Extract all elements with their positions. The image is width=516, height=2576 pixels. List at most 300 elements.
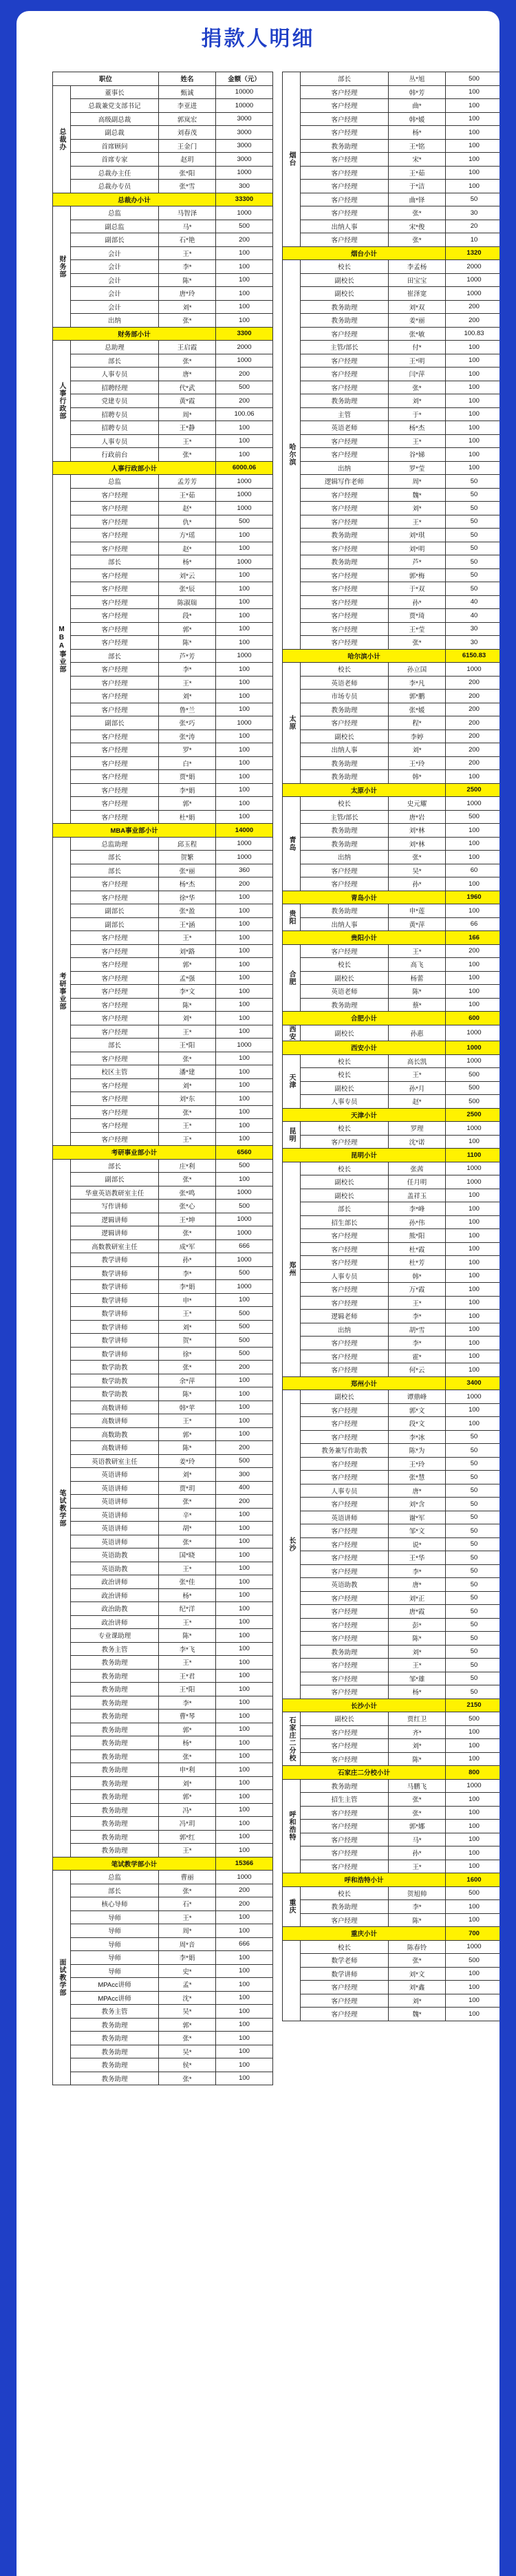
position-cell: 客户经理 [71, 609, 159, 623]
position-cell: 客户经理 [71, 636, 159, 650]
table-row [283, 904, 500, 918]
position-cell: 教务助理 [71, 1683, 159, 1696]
amount-cell: 100 [216, 434, 273, 448]
position-cell: 英语讲师 [71, 1495, 159, 1509]
name-cell: 张*佳 [159, 1575, 216, 1589]
amount-cell: 100 [446, 448, 500, 462]
table-row [53, 944, 273, 958]
amount-cell: 100 [216, 730, 273, 743]
table-row [283, 1337, 500, 1350]
table-row [283, 1725, 500, 1739]
amount-cell: 100 [216, 1562, 273, 1575]
position-cell: 首席专家 [71, 153, 159, 167]
name-cell: 甄诚 [159, 85, 216, 99]
name-cell: 高飞 [389, 958, 446, 972]
position-cell: 客户经理 [71, 542, 159, 555]
amount-cell: 100 [446, 1229, 500, 1243]
amount-cell: 100 [216, 595, 273, 609]
table-row [53, 1763, 273, 1777]
amount-cell: 1000 [216, 475, 273, 489]
table-row [283, 314, 500, 328]
name-cell: 王启霞 [159, 341, 216, 354]
subtotal-amount: 33300 [216, 193, 273, 206]
table-row [53, 2018, 273, 2032]
table-row [53, 917, 273, 931]
name-cell: 张* [159, 354, 216, 368]
amount-cell: 100 [216, 1669, 273, 1683]
amount-cell: 50 [446, 1632, 500, 1646]
name-cell: 张* [159, 1226, 216, 1240]
name-cell: 杨* [159, 1588, 216, 1602]
table-row [53, 1065, 273, 1079]
position-cell: 客户经理 [71, 568, 159, 582]
amount-cell: 1000 [446, 1175, 500, 1189]
name-cell: 张茜 [389, 1162, 446, 1175]
position-cell: 副校长 [301, 730, 389, 743]
amount-cell: 50 [446, 1645, 500, 1659]
name-cell: 张*涛 [159, 730, 216, 743]
table-row [283, 300, 500, 314]
subtotal-label: 财务部小计 [53, 327, 216, 341]
amount-cell: 100 [216, 1575, 273, 1589]
position-cell: 校长 [301, 663, 389, 677]
table-row [283, 958, 500, 972]
position-cell: 副校长 [301, 273, 389, 287]
amount-cell: 100 [446, 998, 500, 1012]
table-row [283, 1645, 500, 1659]
amount-cell: 100 [446, 421, 500, 435]
table-row [53, 904, 273, 918]
position-cell: 教务助理 [301, 1900, 389, 1914]
table-row [283, 595, 500, 609]
name-cell: 潘*建 [159, 1065, 216, 1079]
name-cell: 周* [389, 475, 446, 489]
position-cell: 教务助理 [301, 998, 389, 1012]
amount-cell: 200 [216, 233, 273, 247]
table-row [283, 622, 500, 636]
name-cell: 宋*俊 [389, 220, 446, 233]
amount-cell: 50 [446, 1537, 500, 1551]
table-row [53, 1280, 273, 1294]
table-row [53, 1468, 273, 1482]
table-row [53, 971, 273, 985]
position-cell: 客户经理 [301, 193, 389, 206]
name-cell: 张* [389, 1793, 446, 1807]
name-cell: 丛*旭 [389, 72, 446, 86]
table-row [53, 1683, 273, 1696]
subtotal-label: 笔试教学部小计 [53, 1857, 216, 1871]
name-cell: 段*文 [389, 1417, 446, 1431]
amount-cell: 1000 [446, 1390, 500, 1404]
position-cell: 客户经理 [71, 797, 159, 811]
table-row [53, 1012, 273, 1025]
table-row [283, 1672, 500, 1685]
amount-cell: 100 [446, 985, 500, 999]
name-cell: 贾红卫 [389, 1712, 446, 1726]
table-row [53, 1239, 273, 1253]
dept-label: 财务部 [53, 206, 71, 328]
name-cell: 韩*芳 [389, 85, 446, 99]
position-cell: 客户经理 [301, 99, 389, 113]
table-row [283, 568, 500, 582]
position-cell: 人事专员 [301, 1484, 389, 1498]
position-cell: 客户经理 [71, 488, 159, 502]
position-cell: 英语讲师 [301, 1511, 389, 1524]
position-cell: 校长 [301, 1886, 389, 1900]
name-cell: 王*明 [389, 354, 446, 368]
amount-cell: 200 [446, 300, 500, 314]
position-cell: 副校长 [301, 1189, 389, 1202]
name-cell: 王*静 [159, 421, 216, 435]
table-row [53, 756, 273, 770]
amount-cell: 100 [216, 998, 273, 1012]
table-row [53, 515, 273, 529]
name-cell: 张* [159, 314, 216, 328]
name-cell: 韩* [389, 1269, 446, 1283]
table-row [283, 260, 500, 274]
table-row [283, 1498, 500, 1511]
subtotal-amount: 600 [446, 1012, 500, 1025]
amount-cell: 50 [446, 502, 500, 515]
position-cell: 客户经理 [301, 85, 389, 99]
table-row [53, 891, 273, 904]
table-row [53, 354, 273, 368]
table-row [53, 1897, 273, 1911]
position-cell: 副部长 [71, 716, 159, 730]
subtotal-amount: 2150 [446, 1699, 500, 1712]
table-row [283, 327, 500, 341]
name-cell: 刘* [159, 1320, 216, 1334]
amount-cell: 100 [216, 246, 273, 260]
amount-cell: 100 [216, 1092, 273, 1106]
subtotal-row [53, 461, 273, 475]
amount-cell: 100 [446, 1202, 500, 1216]
amount-cell: 100 [216, 1522, 273, 1535]
name-cell: 刘*东 [159, 1092, 216, 1106]
table-row [283, 112, 500, 126]
subtotal-amount: 800 [446, 1766, 500, 1780]
amount-cell: 100 [446, 1846, 500, 1860]
dept-label: 长沙 [283, 1390, 301, 1699]
table-row [53, 1844, 273, 1858]
table-row [53, 1710, 273, 1723]
table-row [283, 475, 500, 489]
table-header-row [53, 72, 273, 86]
position-cell: 导师 [71, 1951, 159, 1965]
name-cell: 庄*利 [159, 1159, 216, 1173]
amount-cell: 100 [216, 609, 273, 623]
amount-cell: 3000 [216, 112, 273, 126]
amount-cell: 100 [446, 1900, 500, 1914]
dept-label: 太原 [283, 663, 301, 784]
table-row [53, 1293, 273, 1307]
table-row [53, 1253, 273, 1267]
name-cell: 曹*琴 [159, 1710, 216, 1723]
table-row [53, 810, 273, 824]
position-cell: 英语讲师 [71, 1481, 159, 1495]
name-cell: 王*华 [389, 1551, 446, 1565]
name-cell: 张* [389, 1806, 446, 1820]
name-cell: 周* [159, 1924, 216, 1938]
position-cell: 教务助理 [71, 1749, 159, 1763]
table-row [53, 877, 273, 891]
amount-cell: 60 [446, 864, 500, 877]
amount-cell: 200 [446, 716, 500, 730]
name-cell: 张* [159, 2032, 216, 2045]
position-cell: 教务助理 [71, 1710, 159, 1723]
amount-cell: 1000 [216, 1253, 273, 1267]
table-row [53, 2045, 273, 2058]
position-cell: 客户经理 [71, 756, 159, 770]
table-row [53, 1522, 273, 1535]
amount-cell: 200 [216, 1441, 273, 1455]
name-cell: 陈*为 [389, 1444, 446, 1458]
subtotal-amount: 1960 [446, 891, 500, 904]
amount-cell: 100 [446, 381, 500, 394]
name-cell: 陈* [159, 1441, 216, 1455]
table-row [53, 153, 273, 167]
subtotal-row [283, 1927, 500, 1941]
amount-cell: 100 [216, 1535, 273, 1548]
name-cell: 刘* [389, 502, 446, 515]
position-cell: MPAcc讲师 [71, 1991, 159, 2005]
amount-cell: 100 [216, 2005, 273, 2019]
position-cell: 教务主管 [71, 2005, 159, 2019]
position-cell: 人事专员 [71, 368, 159, 381]
amount-cell: 100 [446, 877, 500, 891]
position-cell: 数学讲师 [71, 1280, 159, 1294]
amount-cell: 100 [216, 703, 273, 716]
amount-cell: 100 [216, 273, 273, 287]
table-row [283, 1350, 500, 1363]
amount-cell: 100 [216, 1696, 273, 1710]
table-row [283, 703, 500, 716]
table-row [53, 1213, 273, 1226]
table-row [53, 985, 273, 999]
amount-cell: 100 [216, 676, 273, 690]
name-cell: 徐* [159, 1347, 216, 1361]
table-row [283, 394, 500, 408]
amount-cell: 100 [446, 1350, 500, 1363]
table-row [283, 1820, 500, 1833]
position-cell: 客户经理 [71, 595, 159, 609]
position-cell: 客户经理 [301, 1135, 389, 1149]
position-cell: 市场专员 [301, 690, 389, 703]
amount-cell: 30 [446, 206, 500, 220]
position-cell: 校长 [301, 958, 389, 972]
position-cell: 总裁兼党支部书记 [71, 99, 159, 113]
amount-cell: 1000 [446, 1122, 500, 1136]
position-cell: 主管/部长 [301, 341, 389, 354]
table-row [283, 1913, 500, 1927]
name-cell: 李*娟 [159, 1951, 216, 1965]
name-cell: 陈* [389, 1752, 446, 1766]
position-cell: 客户经理 [71, 891, 159, 904]
position-cell: 部长 [301, 1202, 389, 1216]
amount-cell: 100 [446, 2008, 500, 2021]
amount-cell: 50 [446, 542, 500, 555]
name-cell: 孙* [389, 1846, 446, 1860]
amount-cell: 100 [216, 1387, 273, 1401]
name-cell: 张*慧 [389, 1471, 446, 1484]
table-row [283, 1739, 500, 1753]
amount-cell: 50 [446, 1444, 500, 1458]
table-row [53, 864, 273, 877]
table-row [53, 542, 273, 555]
position-cell: 教务助理 [71, 2072, 159, 2085]
position-cell: 教务助理 [301, 139, 389, 153]
position-cell: 客户经理 [301, 944, 389, 958]
name-cell: 张* [159, 1361, 216, 1374]
amount-cell: 50 [446, 1457, 500, 1471]
amount-cell: 2000 [446, 260, 500, 274]
amount-cell: 100 [446, 1752, 500, 1766]
table-row [53, 797, 273, 811]
name-cell: 石* [159, 1897, 216, 1911]
amount-cell: 100 [216, 1763, 273, 1777]
name-cell: 说* [389, 1537, 446, 1551]
name-cell: 谭鼎峰 [389, 1390, 446, 1404]
table-row [53, 1951, 273, 1965]
amount-cell: 1000 [216, 649, 273, 663]
name-cell: 郭* [159, 1790, 216, 1804]
amount-cell: 1000 [216, 1280, 273, 1294]
dept-label: 烟台 [283, 72, 301, 247]
position-cell: 写作讲师 [71, 1200, 159, 1213]
name-cell: 王* [159, 1910, 216, 1924]
amount-cell: 100 [446, 153, 500, 167]
amount-cell: 100 [216, 1642, 273, 1656]
name-cell: 于*洁 [389, 180, 446, 193]
amount-cell: 100 [216, 1052, 273, 1065]
table-row [283, 1994, 500, 2008]
table-row [283, 126, 500, 140]
name-cell: 刘*明 [389, 542, 446, 555]
table-row [283, 1551, 500, 1565]
position-cell: 英语讲师 [71, 1508, 159, 1522]
name-cell: 郭* [159, 1427, 216, 1441]
name-cell: 刘*云 [159, 568, 216, 582]
table-row [283, 1202, 500, 1216]
amount-cell: 100 [216, 1414, 273, 1428]
name-cell: 纪*洋 [159, 1602, 216, 1616]
table-row [283, 1025, 500, 1041]
name-cell: 陈淑瑞 [159, 595, 216, 609]
position-cell: 客户经理 [301, 1833, 389, 1846]
table-row [53, 475, 273, 489]
position-cell: 高数教研室主任 [71, 1239, 159, 1253]
name-cell: 刘春茂 [159, 126, 216, 140]
amount-cell: 666 [216, 1937, 273, 1951]
position-cell: 英语讲师 [71, 1522, 159, 1535]
position-cell: 教务助理 [71, 2045, 159, 2058]
name-cell: 刘* [159, 1012, 216, 1025]
amount-cell: 100 [216, 529, 273, 542]
position-cell: 数学讲师 [71, 1293, 159, 1307]
amount-cell: 100 [216, 1710, 273, 1723]
name-cell: 郭*娜 [389, 1820, 446, 1833]
subtotal-label: 石家庄二分校小计 [283, 1766, 446, 1780]
amount-cell: 1000 [446, 273, 500, 287]
table-row [283, 193, 500, 206]
amount-cell: 50 [446, 1484, 500, 1498]
subtotal-row [283, 1012, 500, 1025]
position-cell: 教务助理 [71, 1776, 159, 1790]
position-cell: 总监 [71, 206, 159, 220]
position-cell: 客户经理 [301, 1296, 389, 1310]
amount-cell: 1000 [446, 287, 500, 301]
amount-cell: 1000 [446, 1054, 500, 1068]
dept-label: 考研事业部 [53, 837, 71, 1146]
name-cell: 李亚进 [159, 99, 216, 113]
name-cell: 闫*萍 [389, 368, 446, 381]
name-cell: 王* [159, 1656, 216, 1670]
amount-cell: 200 [216, 1897, 273, 1911]
position-cell: 会计 [71, 273, 159, 287]
name-cell: 刘* [159, 1776, 216, 1790]
amount-cell: 100 [216, 2018, 273, 2032]
position-cell: 总裁办主任 [71, 166, 159, 180]
table-row [53, 502, 273, 515]
amount-cell: 500 [446, 1081, 500, 1095]
subtotal-row [53, 1146, 273, 1160]
amount-cell: 100 [446, 1994, 500, 2008]
name-cell: 孙* [389, 595, 446, 609]
position-cell: 教务助理 [301, 1645, 389, 1659]
name-cell: 李* [389, 1900, 446, 1914]
position-cell: 客户经理 [301, 1537, 389, 1551]
name-cell: 马* [389, 1833, 446, 1846]
table-row [53, 220, 273, 233]
amount-cell: 100 [446, 1215, 500, 1229]
name-cell: 付* [389, 341, 446, 354]
amount-cell: 500 [446, 1095, 500, 1109]
name-cell: 李*娟 [159, 1280, 216, 1294]
position-cell: 教务助理 [301, 529, 389, 542]
position-cell: 客户经理 [71, 529, 159, 542]
name-cell: 王* [159, 1844, 216, 1858]
amount-cell: 50 [446, 582, 500, 596]
amount-cell: 100 [446, 139, 500, 153]
name-cell: 王*铭 [389, 139, 446, 153]
position-cell: 客户经理 [71, 1052, 159, 1065]
name-cell: 郭*鹏 [389, 690, 446, 703]
position-cell: 出纳人事 [301, 743, 389, 757]
amount-cell: 100 [446, 958, 500, 972]
table-row [53, 1495, 273, 1509]
table-row [53, 300, 273, 314]
position-cell: 客户经理 [301, 1605, 389, 1619]
table-row [283, 1524, 500, 1538]
amount-cell: 200 [216, 1884, 273, 1897]
subtotal-amount: 1600 [446, 1873, 500, 1887]
name-cell: 刘*含 [389, 1498, 446, 1511]
amount-cell: 10000 [216, 99, 273, 113]
position-cell: 数学老师 [301, 1954, 389, 1968]
subtotal-amount: 15366 [216, 1857, 273, 1871]
name-cell: 田宝宝 [389, 273, 446, 287]
name-cell: 王*茹 [389, 166, 446, 180]
table-row [53, 341, 273, 354]
position-cell: 客户经理 [301, 206, 389, 220]
table-row [53, 1588, 273, 1602]
subtotal-row [53, 193, 273, 206]
amount-cell: 100 [216, 1293, 273, 1307]
table-row [53, 206, 273, 220]
dept-label: 西安 [283, 1025, 301, 1041]
position-cell: 客户经理 [301, 354, 389, 368]
position-cell: 客户经理 [301, 1457, 389, 1471]
